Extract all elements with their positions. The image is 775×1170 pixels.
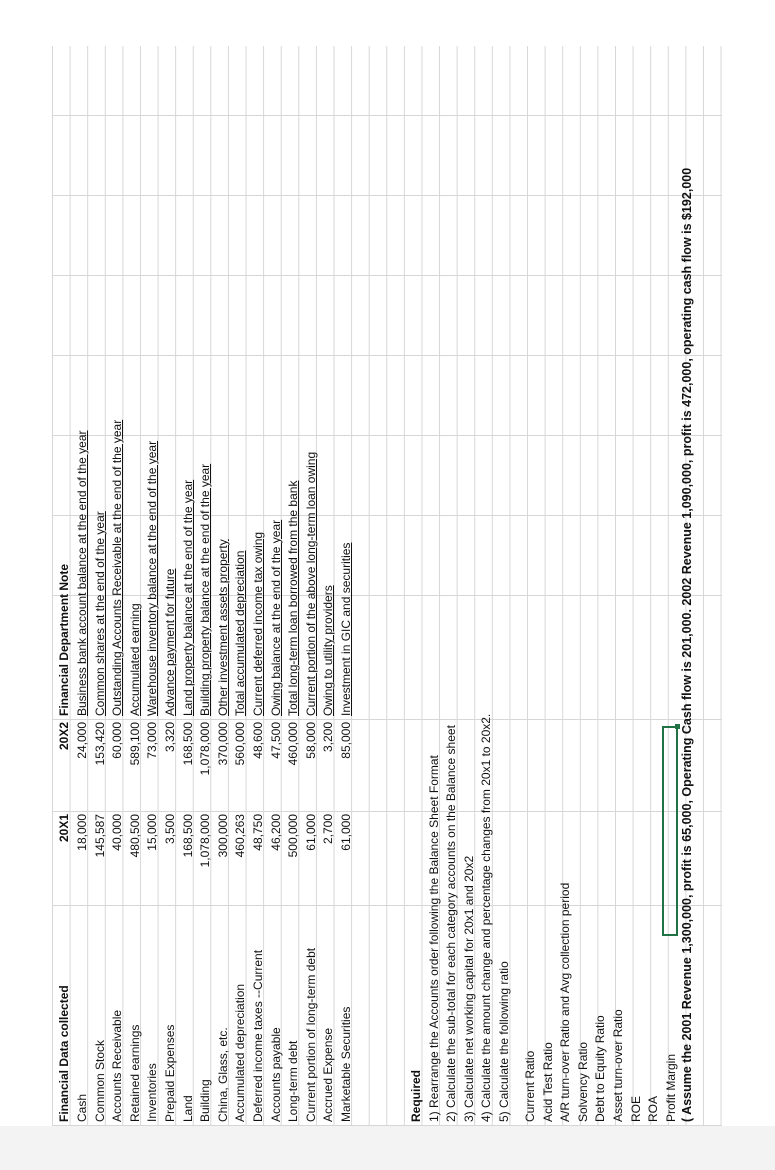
account-label-cell[interactable]: Accrued Expense <box>321 1027 336 1122</box>
list-item <box>478 46 496 1126</box>
account-label-cell[interactable]: Building <box>198 1079 213 1122</box>
account-label-cell[interactable]: Prepaid Expenses <box>163 1024 177 1122</box>
required-item-cell[interactable]: 1) Rearrange the Accounts order following the Balance Sheet Format <box>426 755 441 1122</box>
account-label-cell[interactable]: China, Glass, etc. <box>215 1027 230 1122</box>
note-cell[interactable]: Accumulated earning <box>127 603 142 716</box>
table-row <box>197 46 215 1126</box>
spreadsheet-grid <box>52 46 722 1126</box>
table-row <box>250 46 268 1126</box>
value-20x1-cell[interactable]: 2,700 <box>321 814 336 845</box>
note-cell[interactable]: Owing to utility providers <box>321 585 336 716</box>
note-cell[interactable]: Current portion of the above long-term loan owing <box>303 451 318 716</box>
value-20x2-cell[interactable]: 47,500 <box>268 722 283 759</box>
required-item-cell[interactable]: 3) Calculate net working capital for 20x1 and 20x2 <box>461 855 476 1122</box>
table-row <box>109 46 127 1126</box>
value-20x2-cell[interactable]: 460,000 <box>286 722 301 766</box>
account-label-cell[interactable]: Common Stock <box>92 1039 107 1122</box>
value-20x2-cell[interactable]: 589,100 <box>127 722 142 766</box>
required-item-cell[interactable]: 4) Calculate the amount change and percentage changes from 20x1 to 20x2. <box>479 713 494 1122</box>
ratio-item-cell[interactable]: Acid Test Ratio <box>540 1042 555 1122</box>
note-cell[interactable]: Advance payment for future <box>163 568 177 716</box>
table-row <box>268 46 286 1126</box>
header-20x1-cell[interactable]: 20X1 <box>57 814 71 843</box>
table-row <box>92 46 110 1126</box>
value-20x1-cell[interactable]: 1,078,000 <box>198 814 213 868</box>
value-20x2-cell[interactable]: 60,000 <box>110 722 125 759</box>
value-20x1-cell[interactable]: 168,500 <box>180 814 195 858</box>
account-label-cell[interactable]: Long-term debt <box>286 1040 301 1122</box>
value-20x2-cell[interactable]: 153,420 <box>92 722 107 766</box>
value-20x1-cell[interactable]: 300,000 <box>215 814 230 858</box>
active-cell-selection[interactable] <box>662 726 678 936</box>
value-20x1-cell[interactable]: 46,200 <box>268 814 283 851</box>
ratio-item-cell[interactable]: Asset turn-over Ratio <box>611 1009 625 1122</box>
list-item <box>496 46 514 1126</box>
required-item-cell[interactable]: 5) Calculate the following ratio <box>497 961 511 1122</box>
list-item <box>540 46 558 1126</box>
list-item <box>443 46 461 1126</box>
required-item-cell[interactable]: 2) Calculate the sub-total for each category accounts on the Balance sheet <box>444 725 459 1122</box>
note-cell[interactable]: Business bank account balance at the end of the year <box>75 430 89 716</box>
value-20x2-cell[interactable]: 58,000 <box>303 722 318 759</box>
account-label-cell[interactable]: Marketable Securities <box>339 1006 353 1122</box>
ratio-item-cell[interactable]: Profit Margin <box>663 1053 678 1122</box>
table-row <box>232 46 250 1126</box>
table-row <box>215 46 233 1126</box>
ratio-item-cell[interactable]: A/R turn-over Ratio and Avg collection period <box>558 882 573 1122</box>
note-cell[interactable]: Building property balance at the end of the year <box>198 463 213 716</box>
header-label-cell[interactable]: Financial Data collected <box>57 985 71 1122</box>
note-cell[interactable]: Owing balance at the end of the year <box>268 519 283 716</box>
list-item <box>426 46 444 1126</box>
value-20x1-cell[interactable]: 61,000 <box>339 814 353 851</box>
value-20x2-cell[interactable]: 48,600 <box>251 722 265 759</box>
list-item <box>592 46 610 1126</box>
table-row <box>303 46 321 1126</box>
header-row <box>56 46 74 1126</box>
list-item <box>645 46 663 1126</box>
value-20x1-cell[interactable]: 460,263 <box>233 814 248 858</box>
value-20x1-cell[interactable]: 145,587 <box>92 814 107 858</box>
list-item <box>461 46 479 1126</box>
list-item <box>522 46 540 1126</box>
ratio-item-cell[interactable]: Debt to Equity Ratio <box>593 1015 608 1122</box>
account-label-cell[interactable]: Deferred income taxes --Current <box>251 949 265 1122</box>
note-cell[interactable]: Current deferred income tax owing <box>251 531 265 716</box>
note-cell[interactable]: Investment in GIC and securities <box>339 542 353 716</box>
table-row <box>320 46 338 1126</box>
value-20x2-cell[interactable]: 3,200 <box>321 722 336 753</box>
account-label-cell[interactable]: Land <box>180 1095 195 1122</box>
value-20x2-cell[interactable]: 3,320 <box>163 722 177 753</box>
account-label-cell[interactable]: Accounts payable <box>268 1027 283 1122</box>
required-title-row <box>408 46 426 1126</box>
value-20x1-cell[interactable]: 18,000 <box>75 814 89 851</box>
table-row <box>285 46 303 1126</box>
ratio-item-cell[interactable]: Current Ratio <box>523 1050 537 1122</box>
note-cell[interactable]: Total accumulated depreciation <box>233 550 248 716</box>
note-cell[interactable]: Total long-term loan borrowed from the bank <box>286 480 301 716</box>
assumption-cell[interactable]: ( Assume the 2001 Revenue 1,300,000, profit is 65,000, Operating Cash flow is 201,000. 2002 Revenue 1,090,000, profit is 472,000, operating cash flow is $192,000 <box>680 167 694 1122</box>
account-label-cell[interactable]: Retained earnings <box>127 1024 142 1122</box>
top-margin <box>0 0 775 44</box>
value-20x1-cell[interactable]: 61,000 <box>303 814 318 851</box>
value-20x1-cell[interactable]: 500,000 <box>286 814 301 858</box>
table-row <box>144 46 162 1126</box>
list-item <box>575 46 593 1126</box>
table-row <box>127 46 145 1126</box>
note-cell[interactable]: Common shares at the end of the year <box>92 511 107 716</box>
table-row <box>338 46 356 1126</box>
value-20x2-cell[interactable]: 73,000 <box>145 722 160 759</box>
header-20x2-cell[interactable]: 20X2 <box>57 722 71 751</box>
required-title-cell[interactable]: Required <box>409 1069 423 1122</box>
list-item <box>557 46 575 1126</box>
value-20x1-cell[interactable]: 480,500 <box>127 814 142 858</box>
value-20x1-cell[interactable]: 15,000 <box>145 814 160 851</box>
ratio-item-cell[interactable]: ROA <box>646 1095 661 1122</box>
ratio-item-cell[interactable]: ROE <box>628 1095 643 1122</box>
value-20x2-cell[interactable]: 370,000 <box>215 722 230 766</box>
value-20x2-cell[interactable]: 24,000 <box>75 722 89 759</box>
table-row <box>74 46 92 1126</box>
account-label-cell[interactable]: Accumulated depreciation <box>233 983 248 1122</box>
value-20x1-cell[interactable]: 3,500 <box>163 814 177 845</box>
assumption-row <box>679 46 697 1126</box>
value-20x1-cell[interactable]: 48,750 <box>251 814 265 851</box>
bottom-margin <box>0 1126 775 1170</box>
table-row <box>180 46 198 1126</box>
account-label-cell[interactable]: Cash <box>75 1093 89 1122</box>
list-item <box>610 46 628 1126</box>
header-note-cell[interactable]: Financial Department Note <box>57 563 71 716</box>
value-20x2-cell[interactable]: 85,000 <box>339 722 353 759</box>
list-item <box>663 46 681 1126</box>
note-cell[interactable]: Land property balance at the end of the year <box>180 479 195 716</box>
account-label-cell[interactable]: Current portion of long-term debt <box>303 947 318 1122</box>
value-20x2-cell[interactable]: 168,500 <box>180 722 195 766</box>
account-label-cell[interactable]: Accounts Receivable <box>110 1009 125 1122</box>
account-label-cell[interactable]: Inventories <box>145 1063 160 1122</box>
value-20x2-cell[interactable]: 1,078,000 <box>198 722 213 776</box>
list-item <box>628 46 646 1126</box>
value-20x1-cell[interactable]: 40,000 <box>110 814 125 851</box>
note-cell[interactable]: Outstanding Accounts Receivable at the end of the year <box>110 419 125 716</box>
ratio-item-cell[interactable]: Solvency Ratio <box>575 1041 590 1122</box>
note-cell[interactable]: Other investment assets property <box>215 539 230 716</box>
table-row <box>162 46 180 1126</box>
value-20x2-cell[interactable]: 560,000 <box>233 722 248 766</box>
note-cell[interactable]: Warehouse inventory balance at the end of the year <box>145 440 160 716</box>
